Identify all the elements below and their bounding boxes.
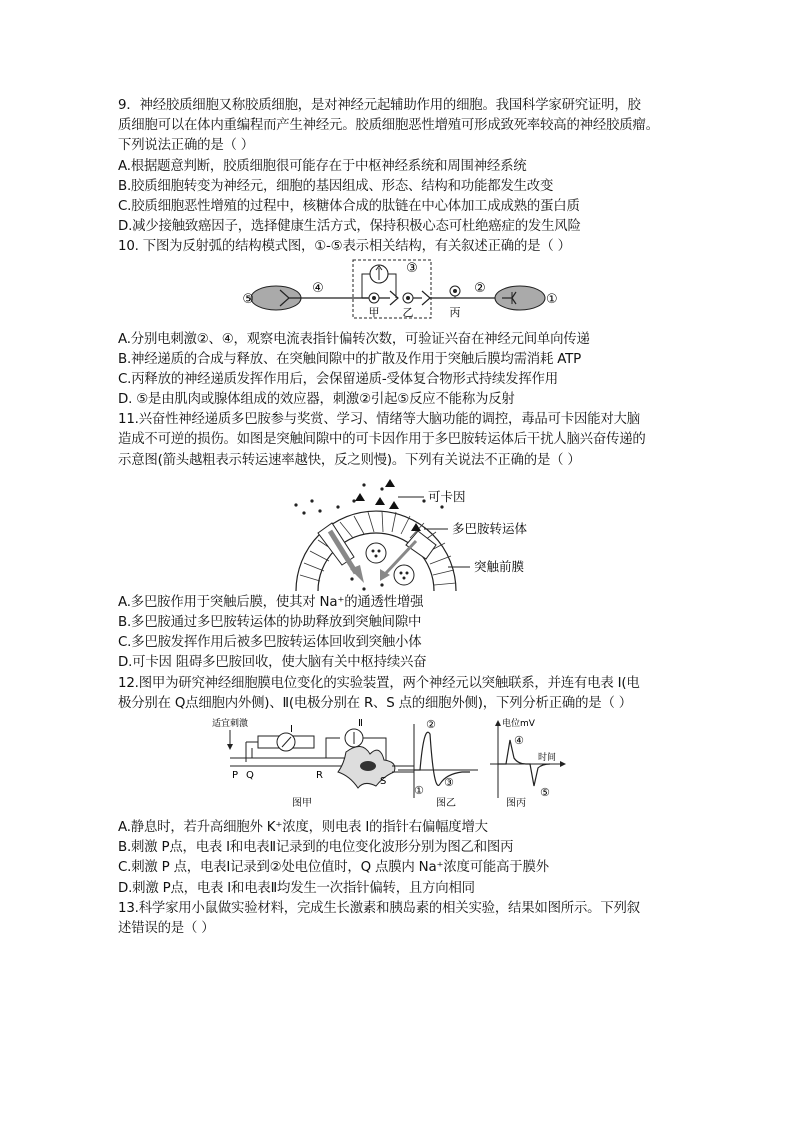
label-1: ① — [546, 291, 558, 307]
question-11 — [118, 410, 684, 673]
label-jia: 甲 — [368, 305, 380, 319]
panel-c-label: 图丙 — [506, 797, 526, 809]
q10-stem: 10. 下图为反射弧的结构模式图，①-⑤表示相关结构，有关叙述正确的是（ ） — [118, 239, 571, 255]
q11-option-d: D.可卡因 阻碍多巴胺回收，使大脑有关中枢持续兴奋 — [118, 655, 427, 671]
point-p: P — [232, 769, 239, 781]
synapse-1 — [390, 291, 398, 305]
panel-c-x-label: 时间 — [538, 752, 557, 763]
synapse-2 — [422, 291, 430, 305]
q13-stem-line-1: 13.科学家用小鼠做实验材料，完成生长激素和胰岛素的相关实验，结果如图所示。下列叙 — [118, 900, 640, 916]
cocaine-molecules — [355, 479, 421, 531]
cocaine-synapse-diagram — [118, 471, 684, 593]
reflex-arc-diagram — [118, 258, 684, 330]
label-yi: 乙 — [402, 305, 414, 319]
meter-1-label: I — [290, 723, 293, 735]
q12-option-d: D.刺激 P点，电表 I和电表Ⅱ均发生一次指针偏转，且方向相同 — [118, 880, 475, 896]
panel-c-mark-5: ⑤ — [540, 785, 550, 799]
label-4: ④ — [312, 280, 324, 296]
panel-b-mark-2: ② — [426, 717, 436, 731]
panel-b-waveform — [414, 732, 470, 785]
synaptic-vesicle-2 — [394, 565, 414, 585]
q10-option-d: D. ⑤是由肌肉或腺体组成的效应器，刺激②引起⑤反应不能称为反射 — [118, 392, 515, 408]
q9-stem-line-3: 下列说法正确的是（ ） — [118, 138, 254, 154]
question-10 — [118, 237, 684, 410]
reflex-arc-figure — [118, 258, 684, 330]
point-s: S — [380, 775, 387, 787]
panel-b-mark-1: ① — [414, 783, 424, 797]
label-3: ③ — [406, 260, 418, 276]
neuron-nucleus — [360, 761, 376, 771]
synaptic-vesicle-1 — [366, 543, 386, 563]
meter-2-label: Ⅱ — [358, 717, 363, 729]
question-12 — [118, 674, 684, 899]
q11-stem-line-3: 示意图(箭头越粗表示转运速率越快，反之则慢)。下列有关说法不正确的是（ ） — [118, 452, 581, 468]
panel-c-y-label: 电位mV — [502, 718, 535, 729]
label-5: ⑤ — [242, 291, 254, 307]
q9-option-b: B.胶质细胞转变为神经元，细胞的基因组成、形态、结构和功能都发生改变 — [118, 178, 554, 194]
q11-option-b: B.多巴胺通过多巴胺转运体的协助释放到突触间隙中 — [118, 615, 422, 630]
question-9 — [118, 96, 684, 237]
q11-stem-line-1: 11.兴奋性神经递质多巴胺参与奖赏、学习、情绪等大脑功能的调控，毒品可卡因能对大脑 — [118, 412, 640, 428]
label-cocaine: 可卡因 — [428, 488, 466, 504]
q9-stem-line-1: 9．神经胶质细胞又称胶质细胞，是对神经元起辅助作用的细胞。我国科学家研究证明，胶 — [118, 98, 641, 113]
q11-stem-line-2: 造成不可逆的损伤。如图是突触间隙中的可卡因作用于多巴胺转运体后干扰人脑兴奋传递的 — [118, 432, 646, 448]
panel-a-label: 图甲 — [292, 797, 312, 809]
label-bing: 丙 — [449, 305, 461, 319]
q9-option-c: C.胶质细胞恶性增殖的过程中，核糖体合成的肽链在中心体加工成成熟的蛋白质 — [118, 198, 580, 214]
q9-option-d: D.减少接触致癌因子，选择健康生活方式，保持积极心态可杜绝癌症的发生风险 — [118, 219, 581, 235]
membrane-potential-figure — [118, 714, 684, 818]
label-presynaptic-membrane: 突触前膜 — [474, 558, 525, 574]
point-q: Q — [246, 769, 254, 781]
label-2: ② — [474, 280, 486, 296]
panel-b-label: 图乙 — [436, 797, 456, 809]
cocaine-synapse-figure — [118, 471, 684, 593]
panel-b-mark-3: ③ — [444, 775, 454, 789]
q10-option-a: A.分别电刺激②、④，观察电流表指针偏转次数，可验证兴奋在神经元间单向传递 — [118, 331, 590, 347]
q12-stem-line-1: 12.图甲为研究神经细胞膜电位变化的实验装置，两个神经元以突触联系，并连有电表 I(电 — [118, 675, 640, 691]
q10-option-b: B.神经递质的合成与释放、在突触间隙中的扩散及作用于突触后膜均需消耗 ATP — [118, 351, 581, 367]
panel-c-waveform — [498, 740, 550, 786]
label-dopamine-transporter: 多巴胺转运体 — [452, 520, 528, 536]
center-dashed-box — [353, 260, 431, 318]
membrane-potential-diagram — [118, 714, 684, 818]
exam-page — [118, 96, 684, 939]
stimulus-label: 适宜刺激 — [211, 718, 249, 729]
q12-option-c: C.刺激 P 点，电表Ⅰ记录到②处电位值时，Q 点膜内 Na⁺浓度可能高于膜外 — [118, 860, 549, 876]
q11-option-a: A.多巴胺作用于突触后膜，使其对 Na⁺的通透性增强 — [118, 594, 424, 610]
point-r: R — [316, 769, 323, 781]
q12-option-a: A.静息时，若升高细胞外 K⁺浓度，则电表 I的指针右偏幅度增大 — [118, 819, 488, 835]
q11-option-c: C.多巴胺发挥作用后被多巴胺转运体回收到突触小体 — [118, 635, 422, 651]
q13-stem-line-2: 述错误的是（ ） — [118, 920, 215, 936]
panel-c-mark-4: ④ — [514, 733, 524, 747]
q9-stem-line-2: 质细胞可以在体内重编程而产生神经元。胶质细胞恶性增殖可形成致死率较高的神经胶质瘤。 — [118, 118, 659, 134]
q9-option-a: A.根据题意判断，胶质细胞很可能存在于中枢神经系统和周围神经系统 — [118, 158, 527, 174]
q12-stem-line-2: 极分别在 Q点细胞内外侧)、Ⅱ(电极分别在 R、S 点的细胞外侧)，下列分析正确的是（ ） — [118, 695, 632, 711]
q12-option-b: B.刺激 P点，电表 I和电表Ⅱ记录到的电位变化波形分别为图乙和图丙 — [118, 840, 514, 856]
q10-option-c: C.丙释放的神经递质发挥作用后，会保留递质-受体复合物形式持续发挥作用 — [118, 371, 558, 387]
question-13 — [118, 899, 684, 939]
